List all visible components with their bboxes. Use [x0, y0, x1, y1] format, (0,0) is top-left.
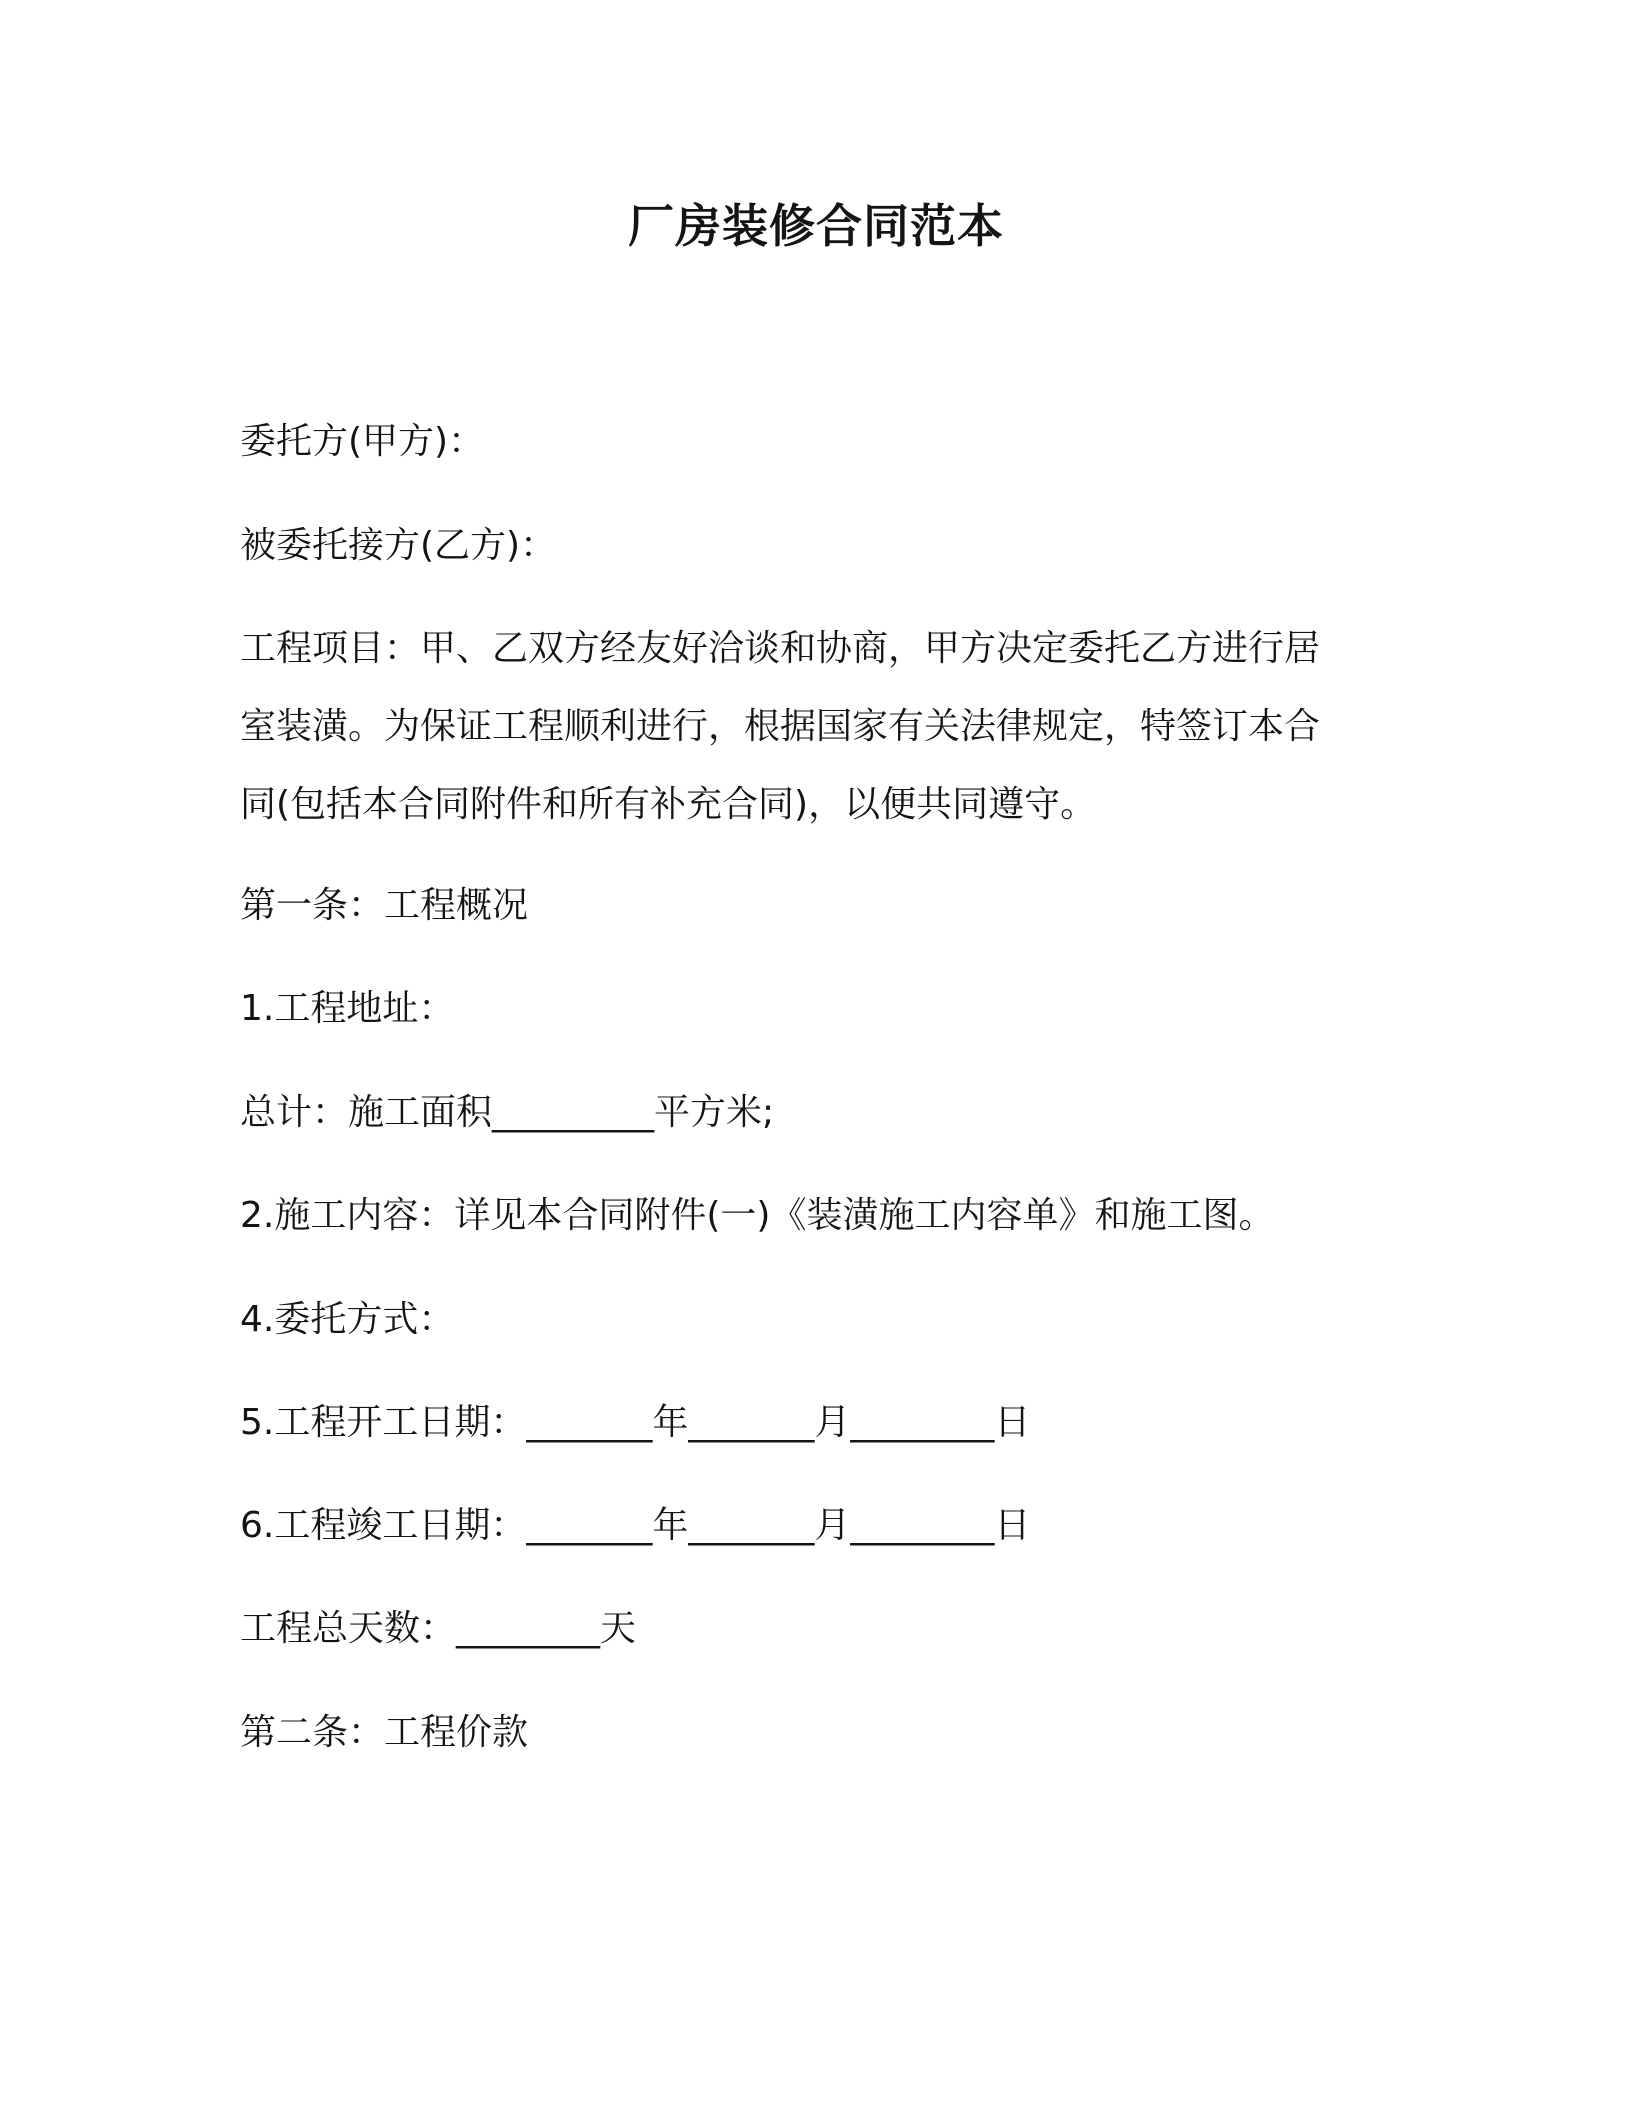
project-intro-line-2: 室装潢。为保证工程顺利进行，根据国家有关法律规定，特签订本合	[240, 706, 1321, 747]
project-intro-line-3: 同(包括本合同附件和所有补充合同)，以便共同遵守。	[240, 784, 1097, 825]
document-title: 厂房装修合同范本	[628, 199, 1004, 253]
total-days-line: 工程总天数：________天	[240, 1608, 637, 1649]
item-2-content: 2.施工内容：详见本合同附件(一)《装潢施工内容单》和施工图。	[240, 1195, 1275, 1236]
item-1-address: 1.工程地址：	[240, 988, 455, 1029]
article-1-heading: 第一条：工程概况	[240, 885, 529, 926]
project-intro-line-1: 工程项目：甲、乙双方经友好洽谈和协商，甲方决定委托乙方进行居	[240, 628, 1321, 669]
item-4-method: 4.委托方式：	[240, 1299, 455, 1340]
item-6-end-date: 6.工程竣工日期：_______年_______月________日	[240, 1505, 1031, 1546]
total-area-line: 总计：施工面积_________平方米;	[240, 1092, 775, 1133]
party-b-line: 被委托接方(乙方)：	[240, 525, 557, 566]
item-5-start-date: 5.工程开工日期：_______年_______月________日	[240, 1402, 1031, 1443]
article-2-heading: 第二条：工程价款	[240, 1712, 529, 1753]
party-a-line: 委托方(甲方)：	[240, 421, 485, 462]
